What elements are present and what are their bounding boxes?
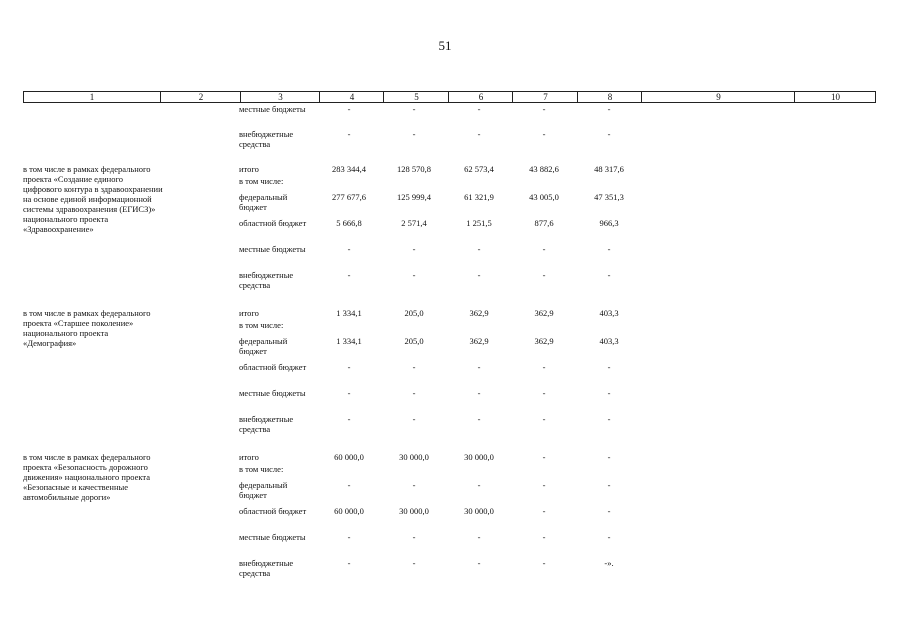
table-row xyxy=(0,558,905,582)
cell-col-4: - xyxy=(347,480,351,490)
cell-col-5: 205,0 xyxy=(404,336,424,346)
cell-col-6: 30 000,0 xyxy=(464,506,494,516)
cell-col-4: 1 334,1 xyxy=(336,336,362,346)
cell-col-7: - xyxy=(542,452,546,462)
header-col-8: 8 xyxy=(577,92,642,102)
row-label: внебюджетные средства xyxy=(239,414,294,434)
cell-col-7: - xyxy=(542,244,546,254)
cell-col-5: 128 570,8 xyxy=(397,164,431,174)
cell-col-4: 283 344,4 xyxy=(332,164,366,174)
cell-col-5: 30 000,0 xyxy=(399,506,429,516)
cell-col-6: - xyxy=(477,532,481,542)
row-label: итого xyxy=(239,164,259,174)
cell-col-5: 205,0 xyxy=(404,308,424,318)
header-col-4: 4 xyxy=(319,92,384,102)
section-title: в том числе в рамках федерального проекта «Безопасность дорожного движения» национального проекта «Безопасные и качественные автомобильные дороги» xyxy=(23,452,151,502)
cell-col-7: - xyxy=(542,270,546,280)
row-label: местные бюджеты xyxy=(239,388,306,398)
cell-col-8: 47 351,3 xyxy=(594,192,624,202)
cell-col-8: - xyxy=(607,532,611,542)
row-label: областной бюджет xyxy=(239,218,307,228)
cell-col-5: 30 000,0 xyxy=(399,452,429,462)
table-row xyxy=(0,218,905,242)
cell-col-8: - xyxy=(607,388,611,398)
cell-col-5: - xyxy=(412,532,416,542)
header-col-5: 5 xyxy=(383,92,449,102)
cell-col-7: - xyxy=(542,506,546,516)
page-number: 51 xyxy=(438,38,452,53)
cell-col-8: - xyxy=(607,452,611,462)
cell-col-6: - xyxy=(477,129,481,139)
cell-col-7: 362,9 xyxy=(534,308,554,318)
cell-col-8: - xyxy=(607,129,611,139)
cell-col-6: - xyxy=(477,414,481,424)
row-label: в том числе: xyxy=(239,176,284,186)
cell-col-4: 1 334,1 xyxy=(336,308,362,318)
cell-col-4: - xyxy=(347,362,351,372)
table-row xyxy=(0,532,905,556)
cell-col-5: - xyxy=(412,388,416,398)
cell-col-6: - xyxy=(477,480,481,490)
cell-col-7: 43 005,0 xyxy=(529,192,559,202)
row-label: местные бюджеты xyxy=(239,532,306,542)
header-col-1: 1 xyxy=(89,92,95,102)
cell-col-7: - xyxy=(542,414,546,424)
cell-col-8: - xyxy=(607,104,611,114)
cell-col-8: -». xyxy=(604,558,614,568)
cell-col-4: - xyxy=(347,414,351,424)
row-label: федеральный бюджет xyxy=(239,480,288,500)
header-col-6: 6 xyxy=(448,92,513,102)
cell-col-8: - xyxy=(607,414,611,424)
cell-col-4: - xyxy=(347,104,351,114)
row-label: внебюджетные средства xyxy=(239,270,294,290)
cell-col-4: 5 666,8 xyxy=(336,218,362,228)
cell-col-7: 877,6 xyxy=(534,218,554,228)
cell-col-4: - xyxy=(347,244,351,254)
cell-col-8: 966,3 xyxy=(599,218,619,228)
cell-col-6: 362,9 xyxy=(469,308,489,318)
cell-col-5: - xyxy=(412,414,416,424)
cell-col-4: - xyxy=(347,532,351,542)
cell-col-7: - xyxy=(542,362,546,372)
cell-col-7: - xyxy=(542,104,546,114)
table-row xyxy=(0,192,905,216)
cell-col-4: - xyxy=(347,129,351,139)
cell-col-7: - xyxy=(542,129,546,139)
row-label: в том числе: xyxy=(239,464,284,474)
cell-col-8: 403,3 xyxy=(599,308,619,318)
cell-col-6: - xyxy=(477,558,481,568)
cell-col-5: - xyxy=(412,244,416,254)
row-label: внебюджетные средства xyxy=(239,558,294,578)
cell-col-7: 362,9 xyxy=(534,336,554,346)
cell-col-6: 1 251,5 xyxy=(466,218,492,228)
cell-col-8: 403,3 xyxy=(599,336,619,346)
row-label: итого xyxy=(239,308,259,318)
table-row xyxy=(0,388,905,412)
row-label: областной бюджет xyxy=(239,362,307,372)
cell-col-5: - xyxy=(412,270,416,280)
cell-col-6: - xyxy=(477,104,481,114)
cell-col-8: 48 317,6 xyxy=(594,164,624,174)
cell-col-5: - xyxy=(412,558,416,568)
row-label: итого xyxy=(239,452,259,462)
cell-col-8: - xyxy=(607,506,611,516)
cell-col-6: 362,9 xyxy=(469,336,489,346)
row-label: областной бюджет xyxy=(239,506,307,516)
cell-col-7: - xyxy=(542,532,546,542)
table-row xyxy=(0,480,905,504)
cell-col-5: 125 999,4 xyxy=(397,192,431,202)
table-row xyxy=(0,506,905,530)
cell-col-6: 62 573,4 xyxy=(464,164,494,174)
section-title: в том числе в рамках федерального проекта «Создание единого цифрового контура в здравоохранении на основе единой информационной системы здравоохранения (ЕГИСЗ)» национального проекта «Здравоохранение» xyxy=(23,164,163,234)
table-row xyxy=(0,129,905,153)
cell-col-4: - xyxy=(347,270,351,280)
cell-col-7: - xyxy=(542,480,546,490)
cell-col-7: 43 882,6 xyxy=(529,164,559,174)
header-col-10: 10 xyxy=(794,92,876,102)
header-col-2: 2 xyxy=(160,92,241,102)
row-label: местные бюджеты xyxy=(239,244,306,254)
table-row xyxy=(0,362,905,386)
cell-col-8: - xyxy=(607,244,611,254)
cell-col-8: - xyxy=(607,270,611,280)
section-title: в том числе в рамках федерального проекта «Старшее поколение» национального проекта «Демография» xyxy=(23,308,151,348)
cell-col-7: - xyxy=(542,558,546,568)
cell-col-5: 2 571,4 xyxy=(401,218,427,228)
row-label: в том числе: xyxy=(239,320,284,330)
row-label: федеральный бюджет xyxy=(239,336,288,356)
cell-col-4: - xyxy=(347,388,351,398)
cell-col-5: - xyxy=(412,362,416,372)
cell-col-5: - xyxy=(412,480,416,490)
cell-col-6: 61 321,9 xyxy=(464,192,494,202)
cell-col-6: 30 000,0 xyxy=(464,452,494,462)
table-row xyxy=(0,104,905,128)
cell-col-6: - xyxy=(477,388,481,398)
cell-col-7: - xyxy=(542,388,546,398)
cell-col-4: 60 000,0 xyxy=(334,452,364,462)
row-label: местные бюджеты xyxy=(239,104,306,114)
row-label: федеральный бюджет xyxy=(239,192,288,212)
cell-col-4: 277 677,6 xyxy=(332,192,366,202)
table-row xyxy=(0,414,905,438)
table-row xyxy=(0,244,905,268)
table-row xyxy=(0,336,905,360)
cell-col-6: - xyxy=(477,270,481,280)
cell-col-4: - xyxy=(347,558,351,568)
header-col-7: 7 xyxy=(512,92,578,102)
cell-col-5: - xyxy=(412,129,416,139)
cell-col-6: - xyxy=(477,244,481,254)
cell-col-6: - xyxy=(477,362,481,372)
table-row xyxy=(0,270,905,294)
cell-col-8: - xyxy=(607,480,611,490)
cell-col-8: - xyxy=(607,362,611,372)
cell-col-5: - xyxy=(412,104,416,114)
header-col-3: 3 xyxy=(240,92,320,102)
cell-col-4: 60 000,0 xyxy=(334,506,364,516)
header-col-9: 9 xyxy=(641,92,795,102)
row-label: внебюджетные средства xyxy=(239,129,294,149)
